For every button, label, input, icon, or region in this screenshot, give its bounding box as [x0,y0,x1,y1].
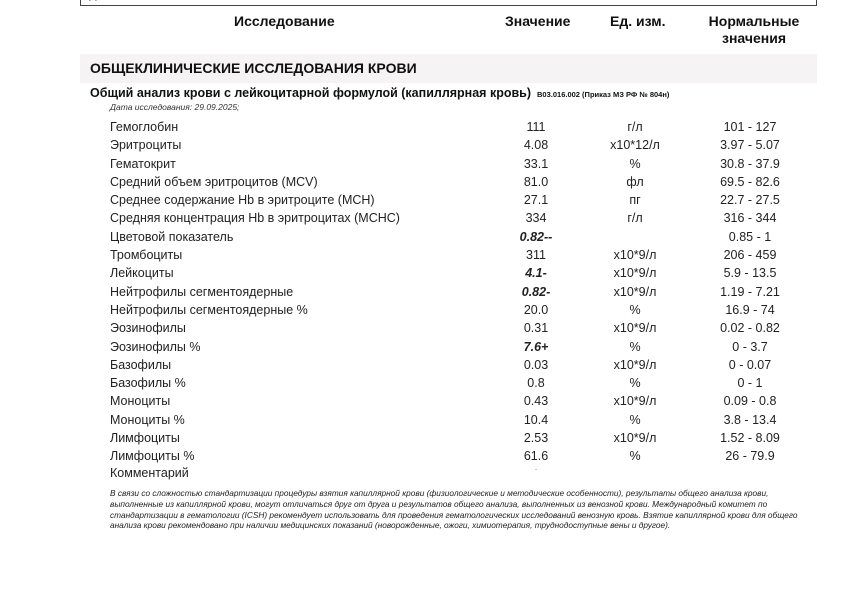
result-norm: 16.9 - 74 [725,302,775,317]
table-row [0,173,856,191]
table-row [0,392,856,410]
result-name: Нейтрофилы сегментоядерные % [110,302,308,317]
column-header-unit: Ед. изм. [610,13,666,29]
table-row [0,338,856,356]
column-header-study: Исследование [234,13,335,29]
result-norm: 1.19 - 7.21 [720,284,780,299]
result-value: 81.0 [523,174,549,189]
table-row [0,447,856,465]
result-value: 4.1- [525,266,547,281]
result-value: 33.1 [523,156,549,171]
result-unit: x10*12/л [610,138,660,153]
result-value: 111 [526,120,546,134]
table-row [0,374,856,392]
test-title-text: Общий анализ крови с лейкоцитарной формулой (капиллярная кровь) [90,86,532,100]
result-name: Эритроциты [110,138,182,153]
result-norm: 0 - 0.07 [728,357,772,372]
result-unit: % [629,302,641,317]
result-unit: x10*9/л [613,431,657,446]
result-name: Гематокрит [110,156,176,171]
result-value: 0.31 [523,321,549,336]
column-header-norm [704,13,804,47]
result-value: 0.43 [523,394,549,409]
table-row [0,209,856,227]
result-name: Моноциты % [110,412,185,427]
result-name: Гемоглобин [110,120,179,134]
result-norm: 26 - 79.9 [725,449,775,464]
result-unit: % [629,339,641,354]
result-norm: 0.09 - 0.8 [723,394,777,409]
result-value: 27.1 [523,193,549,208]
result-name: Эозинофилы [110,321,186,336]
section-header [80,54,817,83]
column-header-norm-line2: значения [722,30,786,46]
results-table [0,118,856,482]
result-unit: x10*9/л [613,284,657,299]
result-unit: x10*9/л [613,321,657,336]
result-value: 20.0 [523,302,549,317]
result-name: Среднее содержание Hb в эритроците (MCH) [110,193,375,208]
result-name: Лимфоциты % [110,449,195,464]
result-unit: г/л [627,120,643,134]
table-row [0,356,856,374]
column-header-value: Значение [505,13,571,29]
table-row [0,136,856,154]
result-norm: 0 - 3.7 [732,339,768,354]
result-unit: x10*9/л [613,394,657,409]
result-norm: 1.52 - 8.09 [720,431,780,446]
test-date: Дата исследования: 29.09.2025; [110,102,240,112]
table-row [0,264,856,282]
result-norm: 316 - 344 [723,211,777,226]
table-row [0,191,856,209]
result-value: 0.03 [523,357,549,372]
result-unit: x10*9/л [613,266,657,281]
result-norm: 206 - 459 [723,248,777,263]
result-value: 7.6+ [523,339,549,354]
result-value: 10.4 [523,412,549,427]
result-unit: г/л [627,211,643,226]
result-name: Лимфоциты [110,431,180,446]
result-name: Цветовой показатель [110,229,234,244]
result-unit: фл [626,174,644,189]
result-name: Средний объем эритроцитов (MCV) [110,174,318,189]
result-name: Эозинофилы % [110,339,201,354]
result-norm: 0.02 - 0.82 [720,321,780,336]
table-row [0,155,856,173]
test-title [90,86,669,100]
result-unit: x10*9/л [613,357,657,372]
result-value: 0.82-- [519,229,553,244]
result-norm: 101 - 127 [723,120,777,134]
result-norm: 22.7 - 27.5 [720,193,780,208]
test-code: B03.016.002 (Приказ МЗ РФ № 804н) [537,90,670,99]
result-value: 2.53 [523,431,549,446]
table-row [0,301,856,319]
result-value: 61.6 [523,449,549,464]
table-row [0,283,856,301]
result-value: 311 [526,248,546,263]
result-unit: % [629,376,641,391]
result-norm: 3.8 - 13.4 [723,412,777,427]
result-unit: % [629,412,641,427]
result-norm: 0.85 - 1 [728,229,772,244]
result-norm: 30.8 - 37.9 [720,156,780,171]
disclaimer-note: В связи со сложностью стандартизации процедуры взятия капиллярной крови (физиологические и методические особенности), результаты общего анализа крови, выполненные из капиллярной крови, могут отличаться друг от друга и результатов общего анализа, выполненных из венозной крови. Международный комитет по стандартизации в гематологии (ICSH) рекомендует использовать для проведения гематологических исследований венозную кровь. Взятие капиллярной крови для общего анализа крови рекомендовано при наличии медицинских показаний (новорожденные, ожоги, химиотерапия, труднодоступные вены и другое). [110,488,798,531]
result-value: 4.08 [523,138,549,153]
diagnosis-box [80,0,817,6]
comment-row [0,461,856,482]
results-rows [0,118,856,466]
section-title: ОБЩЕКЛИНИЧЕСКИЕ ИССЛЕДОВАНИЯ КРОВИ [90,60,417,76]
table-row [0,429,856,447]
result-name: Тромбоциты [110,248,183,263]
diagnosis-label [89,0,133,1]
result-value: 0.8 [527,376,545,391]
result-name: Базофилы % [110,376,186,391]
result-unit: % [629,156,641,171]
result-norm: 3.97 - 5.07 [720,138,780,153]
result-unit: пг [629,193,641,208]
table-row [0,319,856,337]
comment-value: . [534,461,538,473]
column-header-norm-line1: Нормальные [708,13,800,29]
table-row [0,118,856,136]
result-name: Моноциты [110,394,171,409]
result-name: Базофилы [110,357,172,372]
result-name: Лейкоциты [110,266,174,281]
result-value: 334 [525,211,547,226]
result-norm: 0 - 1 [737,376,763,391]
result-name: Средняя концентрация Hb в эритроцитах (MCHC) [110,211,400,226]
comment-label: Комментарий [110,465,189,480]
result-norm: 69.5 - 82.6 [720,174,780,189]
table-row [0,411,856,429]
result-unit: % [629,449,641,464]
table-row [0,246,856,264]
result-norm: 5.9 - 13.5 [723,266,777,281]
result-unit: x10*9/л [613,248,657,263]
result-name: Нейтрофилы сегментоядерные [110,284,294,299]
table-row [0,228,856,246]
result-value: 0.82- [521,284,551,299]
